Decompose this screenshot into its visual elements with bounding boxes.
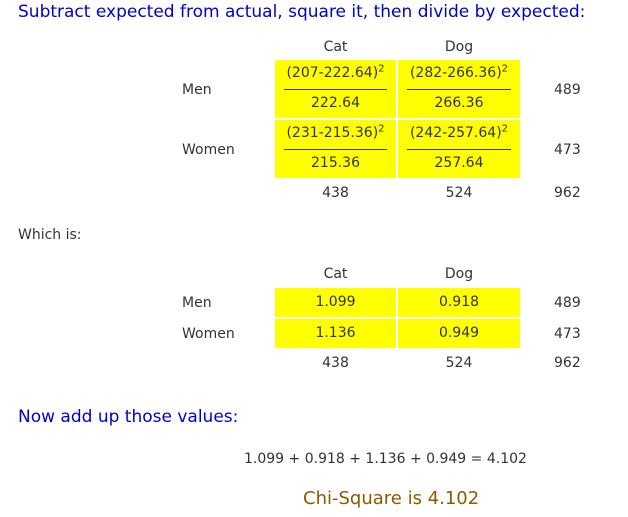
fraction-numerator: $(242-257.64)^2$	[409, 123, 509, 141]
table1-col-dog: Dog	[444, 39, 474, 55]
cell-value: 0.918	[438, 294, 480, 310]
table1-cell-women-cat	[275, 120, 396, 178]
table1-row-women-total: 473	[554, 142, 581, 158]
step1-heading: Subtract expected from actual, square it, then divide by expected:	[18, 2, 586, 22]
table1-cell-men-dog	[398, 60, 520, 118]
table2-row-women-label: Women	[182, 326, 235, 342]
which-is-label: Which is:	[18, 227, 82, 243]
table2-col-cat: Cat	[323, 266, 348, 282]
table2-row-women-total: 473	[554, 326, 581, 342]
table2-row-men-label: Men	[182, 295, 212, 311]
table1-row-women-label: Women	[182, 142, 235, 158]
fraction-denominator: 222.64	[311, 95, 360, 111]
table1-col-cat: Cat	[323, 39, 348, 55]
fraction-bar	[407, 149, 511, 150]
fraction-bar	[284, 89, 387, 90]
table2-col-cat-total: 438	[322, 355, 349, 371]
table2-row-men-total: 489	[554, 295, 581, 311]
cell-value: 1.099	[315, 294, 356, 310]
cell-value: 0.949	[438, 325, 480, 341]
fraction-numerator: $(207-222.64)^2$	[286, 63, 385, 81]
table1-cell-men-cat	[275, 60, 396, 118]
fraction-bar	[284, 149, 387, 150]
table2-col-dog: Dog	[444, 266, 474, 282]
table2-cell-women-cat	[275, 319, 396, 348]
fraction-bar	[407, 89, 511, 90]
table2-cell-men-cat	[275, 288, 396, 317]
table1-col-cat-total: 438	[322, 185, 349, 201]
fraction-denominator: 266.36	[434, 95, 484, 111]
table1-row-men-total: 489	[554, 82, 581, 98]
table1-grand-total: 962	[554, 185, 581, 201]
table1-row-men-label: Men	[182, 82, 212, 98]
fraction-numerator: $(282-266.36)^2$	[409, 63, 509, 81]
fraction-denominator: 257.64	[434, 155, 484, 171]
cell-value: 1.136	[315, 325, 356, 341]
sum-equation: 1.099 + 0.918 + 1.136 + 0.949 = 4.102	[244, 451, 527, 467]
fraction-numerator: $(231-215.36)^2$	[286, 123, 385, 141]
chi-square-result: Chi-Square is 4.102	[303, 488, 480, 509]
step3-heading: Now add up those values:	[18, 407, 239, 427]
table2-cell-women-dog	[398, 319, 520, 348]
table2-col-dog-total: 524	[445, 355, 473, 371]
table1-cell-women-dog	[398, 120, 520, 178]
table2-grand-total: 962	[554, 355, 581, 371]
table2-cell-men-dog	[398, 288, 520, 317]
table1-col-dog-total: 524	[445, 185, 473, 201]
fraction-denominator: 215.36	[311, 155, 360, 171]
